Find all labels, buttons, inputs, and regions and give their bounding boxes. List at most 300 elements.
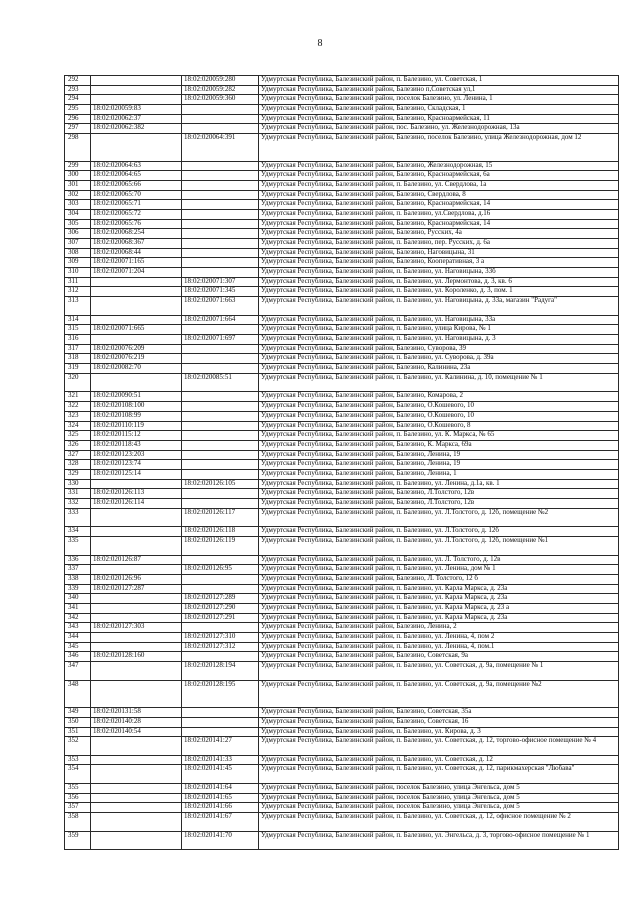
land-parcel-number-cell: 18:02:020110:119	[91, 421, 182, 431]
land-parcel-number-cell	[91, 297, 182, 316]
building-number-cell: 18:02:020059:360	[182, 95, 259, 105]
land-parcel-number-cell	[91, 536, 182, 555]
land-parcel-number-cell: 18:02:020062:37	[91, 114, 182, 124]
row-number-cell: 309	[65, 258, 91, 268]
land-parcel-number-cell	[91, 85, 182, 95]
row-number-cell: 308	[65, 248, 91, 258]
address-cell: Удмуртская Республика, Балезинский район, Балезино, Красноармейская, 14	[259, 200, 619, 210]
table-row	[65, 479, 619, 489]
land-parcel-number-cell: 18:02:020062:382	[91, 124, 182, 134]
address-cell: Удмуртская Республика, Балезинский район, Балезино, Свердлова, 8	[259, 190, 619, 200]
land-parcel-number-cell: 18:02:020123:74	[91, 460, 182, 470]
table-row	[65, 248, 619, 258]
table-row	[65, 105, 619, 115]
address-cell: Удмуртская Республика, Балезинский район, п. Балезино, ул. Л.Толстого, д. 12б, помещение №1	[259, 536, 619, 555]
land-parcel-number-cell: 18:02:020059:83	[91, 105, 182, 115]
land-parcel-number-cell	[91, 737, 182, 756]
table-row	[65, 594, 619, 604]
land-parcel-number-cell: 18:02:020064:65	[91, 171, 182, 181]
building-number-cell	[182, 584, 259, 594]
row-number-cell: 347	[65, 662, 91, 681]
land-parcel-number-cell	[91, 613, 182, 623]
building-number-cell: 18:02:020128:194	[182, 662, 259, 681]
table-row	[65, 190, 619, 200]
row-number-cell: 298	[65, 134, 91, 161]
building-number-cell	[182, 171, 259, 181]
address-cell: Удмуртская Республика, Балезинский район, п. Балезино, ул. Л.Толстого, д. 12б	[259, 527, 619, 537]
table-row	[65, 431, 619, 441]
land-parcel-number-cell	[91, 755, 182, 765]
building-number-cell	[182, 460, 259, 470]
address-cell: Удмуртская Республика, Балезинский район, Балезино, Советская, 9а	[259, 652, 619, 662]
row-number-cell: 356	[65, 793, 91, 803]
row-number-cell: 294	[65, 95, 91, 105]
row-number-cell: 333	[65, 508, 91, 527]
row-number-cell: 302	[65, 190, 91, 200]
building-number-cell: 18:02:020128:195	[182, 680, 259, 707]
row-number-cell: 342	[65, 613, 91, 623]
land-parcel-number-cell: 18:02:020065:72	[91, 209, 182, 219]
land-parcel-number-cell: 18:02:020126:113	[91, 489, 182, 499]
land-parcel-number-cell: 18:02:020065:70	[91, 190, 182, 200]
table-row	[65, 803, 619, 813]
row-number-cell: 320	[65, 373, 91, 392]
building-number-cell: 18:02:020127:312	[182, 642, 259, 652]
table-row	[65, 239, 619, 249]
row-number-cell: 293	[65, 85, 91, 95]
row-number-cell: 317	[65, 344, 91, 354]
land-parcel-number-cell	[91, 527, 182, 537]
land-parcel-number-cell: 18:02:020115:12	[91, 431, 182, 441]
table-row	[65, 344, 619, 354]
row-number-cell: 323	[65, 411, 91, 421]
address-cell: Удмуртская Республика, Балезинский район, Балезино, Складская, 1	[259, 105, 619, 115]
table-row	[65, 171, 619, 181]
row-number-cell: 337	[65, 565, 91, 575]
land-parcel-number-cell	[91, 803, 182, 813]
building-number-cell	[182, 364, 259, 374]
building-number-cell	[182, 114, 259, 124]
table-row	[65, 755, 619, 765]
table-row	[65, 527, 619, 537]
table-row	[65, 737, 619, 756]
table-row	[65, 831, 619, 850]
building-number-cell	[182, 708, 259, 718]
row-number-cell: 330	[65, 479, 91, 489]
address-cell: Удмуртская Республика, Балезинский район, п. Балезино, ул. Л. Толстого, д. 12в	[259, 555, 619, 565]
land-parcel-number-cell: 18:02:020071:165	[91, 258, 182, 268]
building-number-cell	[182, 717, 259, 727]
table-row	[65, 680, 619, 707]
table-row	[65, 536, 619, 555]
row-number-cell: 334	[65, 527, 91, 537]
building-number-cell: 18:02:020141:67	[182, 813, 259, 832]
row-number-cell: 339	[65, 584, 91, 594]
building-number-cell	[182, 354, 259, 364]
row-number-cell: 351	[65, 727, 91, 737]
row-number-cell: 304	[65, 209, 91, 219]
address-cell: Удмуртская Республика, Балезинский район, Балезино, Красноармейская, 11	[259, 114, 619, 124]
land-parcel-number-cell: 18:02:020076:219	[91, 354, 182, 364]
address-cell: Удмуртская Республика, Балезинский район, Балезино, Ленина, 1	[259, 469, 619, 479]
land-parcel-number-cell: 18:02:020068:44	[91, 248, 182, 258]
row-number-cell: 359	[65, 831, 91, 850]
address-cell: Удмуртская Республика, Балезинский район, поселок Балезино, улица Энгельса, дом 5	[259, 803, 619, 813]
address-cell: Удмуртская Республика, Балезинский район, п. Балезино, ул. Карла Маркса, д. 23а	[259, 594, 619, 604]
building-number-cell: 18:02:020059:282	[182, 85, 259, 95]
table-row	[65, 613, 619, 623]
building-number-cell: 18:02:020071:664	[182, 315, 259, 325]
land-parcel-number-cell: 18:02:020065:76	[91, 219, 182, 229]
table-row	[65, 652, 619, 662]
building-number-cell	[182, 450, 259, 460]
building-number-cell	[182, 469, 259, 479]
building-number-cell	[182, 105, 259, 115]
land-parcel-number-cell	[91, 95, 182, 105]
row-number-cell: 322	[65, 402, 91, 412]
row-number-cell: 310	[65, 268, 91, 278]
address-cell: Удмуртская Республика, Балезинский район, п. Балезино, ул.Свердлова, д.16	[259, 209, 619, 219]
table-row	[65, 76, 619, 86]
building-number-cell	[182, 190, 259, 200]
land-parcel-number-cell: 18:02:020123:203	[91, 450, 182, 460]
table-row	[65, 499, 619, 509]
building-number-cell	[182, 325, 259, 335]
land-parcel-number-cell	[91, 479, 182, 489]
table-row	[65, 813, 619, 832]
building-number-cell	[182, 555, 259, 565]
address-cell: Удмуртская Республика, Балезинский район, Балезино, Советская, 35а	[259, 708, 619, 718]
building-number-cell: 18:02:020127:289	[182, 594, 259, 604]
land-parcel-number-cell: 18:02:020125:14	[91, 469, 182, 479]
address-cell: Удмуртская Республика, Балезинский район, п. Балезино, ул. Наговицына, д. 33а, магазин "Радуга"	[259, 297, 619, 316]
row-number-cell: 307	[65, 239, 91, 249]
land-parcel-number-cell	[91, 508, 182, 527]
land-parcel-number-cell	[91, 765, 182, 784]
address-cell: Удмуртская Республика, Балезинский район, Балезино, Ленина, 2	[259, 623, 619, 633]
address-cell: Удмуртская Республика, Балезинский район, п. Балезино, ул. Калинина, д. 10, помещение № 1	[259, 373, 619, 392]
table-row	[65, 268, 619, 278]
row-number-cell: 329	[65, 469, 91, 479]
address-cell: Удмуртская Республика, Балезинский район, Балезино, Л.Толстого, 12в	[259, 489, 619, 499]
building-number-cell	[182, 219, 259, 229]
row-number-cell: 315	[65, 325, 91, 335]
address-cell: Удмуртская Республика, Балезинский район, Балезино, Красноармейская, 6а	[259, 171, 619, 181]
row-number-cell: 301	[65, 180, 91, 190]
building-number-cell	[182, 431, 259, 441]
building-number-cell	[182, 411, 259, 421]
land-parcel-number-cell: 18:02:020140:54	[91, 727, 182, 737]
land-parcel-number-cell	[91, 315, 182, 325]
building-number-cell: 18:02:020071:697	[182, 335, 259, 345]
land-parcel-number-cell: 18:02:020082:70	[91, 364, 182, 374]
row-number-cell: 331	[65, 489, 91, 499]
address-cell: Удмуртская Республика, Балезинский район, п. Балезино, ул. Карла Маркса, д. 23а	[259, 613, 619, 623]
cadastral-table	[64, 75, 619, 850]
address-cell: Удмуртская Республика, Балезинский район, п. Балезино, ул. Советская, д. 9а, помещение № 1	[259, 662, 619, 681]
table-row	[65, 604, 619, 614]
land-parcel-number-cell: 18:02:020064:63	[91, 161, 182, 171]
table-row	[65, 642, 619, 652]
row-number-cell: 346	[65, 652, 91, 662]
land-parcel-number-cell	[91, 831, 182, 850]
row-number-cell: 338	[65, 574, 91, 584]
land-parcel-number-cell	[91, 134, 182, 161]
building-number-cell: 18:02:020141:65	[182, 793, 259, 803]
address-cell: Удмуртская Республика, Балезинский район, поселок Балезино, улица Энгельса, дом 5	[259, 793, 619, 803]
address-cell: Удмуртская Республика, Балезинский район, п. Балезино, ул. Кирова, д. 3	[259, 727, 619, 737]
land-parcel-number-cell: 18:02:020065:71	[91, 200, 182, 210]
land-parcel-number-cell: 18:02:020128:160	[91, 652, 182, 662]
row-number-cell: 357	[65, 803, 91, 813]
land-parcel-number-cell: 18:02:020108:100	[91, 402, 182, 412]
address-cell: Удмуртская Республика, Балезинский район, Балезино, К. Маркса, 69а	[259, 440, 619, 450]
row-number-cell: 335	[65, 536, 91, 555]
building-number-cell: 18:02:020126:95	[182, 565, 259, 575]
row-number-cell: 343	[65, 623, 91, 633]
row-number-cell: 353	[65, 755, 91, 765]
building-number-cell: 18:02:020126:118	[182, 527, 259, 537]
address-cell: Удмуртская Республика, Балезинский район, п. Балезино, ул. Советская, д. 12, парикмахерская "Любава"	[259, 765, 619, 784]
address-cell: Удмуртская Республика, Балезинский район, п. Балезино, ул. Карла Маркса, д. 23 а	[259, 604, 619, 614]
row-number-cell: 326	[65, 440, 91, 450]
land-parcel-number-cell	[91, 373, 182, 392]
building-number-cell: 18:02:020141:27	[182, 737, 259, 756]
table-row	[65, 584, 619, 594]
address-cell: Удмуртская Республика, Балезинский район, п. Балезино, ул. Наговицына, 33б	[259, 268, 619, 278]
row-number-cell: 292	[65, 76, 91, 86]
land-parcel-number-cell: 18:02:020071:665	[91, 325, 182, 335]
land-parcel-number-cell	[91, 604, 182, 614]
row-number-cell: 295	[65, 105, 91, 115]
table-row	[65, 219, 619, 229]
address-cell: Удмуртская Республика, Балезинский район, п. Балезино, ул. Короленко, д. 3, пом. 1	[259, 287, 619, 297]
table-row	[65, 95, 619, 105]
address-cell: Удмуртская Республика, Балезинский район, Балезино, Ленина, 19	[259, 460, 619, 470]
building-number-cell: 18:02:020126:105	[182, 479, 259, 489]
table-row	[65, 440, 619, 450]
table-row	[65, 508, 619, 527]
address-cell: Удмуртская Республика, Балезинский район, п. Балезино, ул. Советская, д. 12	[259, 755, 619, 765]
row-number-cell: 336	[65, 555, 91, 565]
row-number-cell: 355	[65, 784, 91, 794]
address-cell: Удмуртская Республика, Балезинский район, п. Балезино, ул. К. Маркса, № 65	[259, 431, 619, 441]
table-row	[65, 574, 619, 584]
land-parcel-number-cell: 18:02:020126:114	[91, 499, 182, 509]
building-number-cell: 18:02:020064:391	[182, 134, 259, 161]
table-row	[65, 180, 619, 190]
row-number-cell: 303	[65, 200, 91, 210]
address-cell: Удмуртская Республика, Балезинский район, п. Балезино, ул. Ленина, 4, пом.1	[259, 642, 619, 652]
building-number-cell	[182, 124, 259, 134]
land-parcel-number-cell	[91, 642, 182, 652]
building-number-cell	[182, 229, 259, 239]
page-number: 8	[317, 38, 323, 49]
land-parcel-number-cell	[91, 335, 182, 345]
address-cell: Удмуртская Республика, Балезинский район, п. Балезино, ул. Ленина, дом № 1	[259, 565, 619, 575]
table-row	[65, 555, 619, 565]
address-cell: Удмуртская Республика, Балезинский район, Балезино, О.Кошевого, 10	[259, 411, 619, 421]
row-number-cell: 341	[65, 604, 91, 614]
address-cell: Удмуртская Республика, Балезинский район, Балезино, Наговицына, 31	[259, 248, 619, 258]
building-number-cell	[182, 268, 259, 278]
land-parcel-number-cell	[91, 680, 182, 707]
land-parcel-number-cell: 18:02:020127:303	[91, 623, 182, 633]
table-row	[65, 209, 619, 219]
table-row	[65, 717, 619, 727]
land-parcel-number-cell	[91, 565, 182, 575]
table-row	[65, 315, 619, 325]
address-cell: Удмуртская Республика, Балезинский район, п. Балезино, ул. Карла Маркса, д. 23а	[259, 584, 619, 594]
building-number-cell	[182, 489, 259, 499]
address-cell: Удмуртская Республика, Балезинский район, Балезино, Ленина, 19	[259, 450, 619, 460]
address-cell: Удмуртская Республика, Балезинский район, п. Балезино, ул. Советская, 1	[259, 76, 619, 86]
row-number-cell: 350	[65, 717, 91, 727]
building-number-cell	[182, 499, 259, 509]
address-cell: Удмуртская Республика, Балезинский район, Балезино, О.Кошевого, 10	[259, 402, 619, 412]
table-row	[65, 489, 619, 499]
table-row	[65, 633, 619, 643]
building-number-cell	[182, 161, 259, 171]
table-row	[65, 124, 619, 134]
building-number-cell: 18:02:020141:66	[182, 803, 259, 813]
land-parcel-number-cell	[91, 277, 182, 287]
table-row	[65, 325, 619, 335]
row-number-cell: 311	[65, 277, 91, 287]
row-number-cell: 340	[65, 594, 91, 604]
row-number-cell: 296	[65, 114, 91, 124]
table-row	[65, 200, 619, 210]
address-cell: Удмуртская Республика, Балезинский район, п. Балезино, ул. Наговицына, 33а	[259, 315, 619, 325]
table-row	[65, 727, 619, 737]
building-number-cell: 18:02:020127:291	[182, 613, 259, 623]
address-cell: Удмуртская Республика, Балезинский район, Балезино, Комарова, 2	[259, 392, 619, 402]
building-number-cell	[182, 239, 259, 249]
land-parcel-number-cell	[91, 76, 182, 86]
building-number-cell: 18:02:020059:280	[182, 76, 259, 86]
land-parcel-number-cell: 18:02:020140:28	[91, 717, 182, 727]
row-number-cell: 318	[65, 354, 91, 364]
address-cell: Удмуртская Республика, Балезинский район, Балезино, Железнодорожная, 15	[259, 161, 619, 171]
table-row	[65, 364, 619, 374]
table-row	[65, 708, 619, 718]
land-parcel-number-cell: 18:02:020065:66	[91, 180, 182, 190]
table-row	[65, 161, 619, 171]
address-cell: Удмуртская Республика, Балезинский район, п. Балезино, пер. Русских, д. 6а	[259, 239, 619, 249]
building-number-cell: 18:02:020071:663	[182, 297, 259, 316]
table-row	[65, 354, 619, 364]
address-cell: Удмуртская Республика, Балезинский район, Балезино, Советская, 16	[259, 717, 619, 727]
table-row	[65, 623, 619, 633]
address-cell: Удмуртская Республика, Балезинский район, п. Балезино, ул. Советская, д. 12, офисное помещение № 2	[259, 813, 619, 832]
address-cell: Удмуртская Республика, Балезинский район, п. Балезино, ул. Советская, д. 9а, помещение №2	[259, 680, 619, 707]
building-number-cell: 18:02:020071:345	[182, 287, 259, 297]
land-parcel-number-cell	[91, 813, 182, 832]
building-number-cell	[182, 200, 259, 210]
land-parcel-number-cell: 18:02:020127:287	[91, 584, 182, 594]
building-number-cell	[182, 209, 259, 219]
land-parcel-number-cell	[91, 633, 182, 643]
building-number-cell	[182, 652, 259, 662]
address-cell: Удмуртская Республика, Балезинский район, Балезино, Калинина, 23а	[259, 364, 619, 374]
land-parcel-number-cell: 18:02:020118:43	[91, 440, 182, 450]
building-number-cell	[182, 402, 259, 412]
row-number-cell: 321	[65, 392, 91, 402]
land-parcel-number-cell: 18:02:020090:51	[91, 392, 182, 402]
building-number-cell: 18:02:020085:51	[182, 373, 259, 392]
building-number-cell: 18:02:020141:70	[182, 831, 259, 850]
address-cell: Удмуртская Республика, Балезинский район, Балезино п,Советская ул,1	[259, 85, 619, 95]
building-number-cell: 18:02:020141:45	[182, 765, 259, 784]
table-row	[65, 793, 619, 803]
row-number-cell: 312	[65, 287, 91, 297]
table-row	[65, 402, 619, 412]
building-number-cell	[182, 248, 259, 258]
land-parcel-number-cell: 18:02:020126:87	[91, 555, 182, 565]
table-row	[65, 297, 619, 316]
table-row	[65, 335, 619, 345]
address-cell: Удмуртская Республика, Балезинский район, Балезино, О.Кошевого, 8	[259, 421, 619, 431]
row-number-cell: 300	[65, 171, 91, 181]
land-parcel-number-cell	[91, 784, 182, 794]
building-number-cell	[182, 574, 259, 584]
row-number-cell: 332	[65, 499, 91, 509]
address-cell: Удмуртская Республика, Балезинский район, п. Балезино, ул. Ленина, д.1а, кв. 1	[259, 479, 619, 489]
row-number-cell: 352	[65, 737, 91, 756]
building-number-cell: 18:02:020126:117	[182, 508, 259, 527]
address-cell: Удмуртская Республика, Балезинский район, Балезино, Суворова, 39	[259, 344, 619, 354]
building-number-cell	[182, 421, 259, 431]
table-row	[65, 662, 619, 681]
land-parcel-number-cell	[91, 594, 182, 604]
land-parcel-number-cell: 18:02:020126:96	[91, 574, 182, 584]
table-row	[65, 229, 619, 239]
table-row	[65, 134, 619, 161]
row-number-cell: 358	[65, 813, 91, 832]
row-number-cell: 349	[65, 708, 91, 718]
building-number-cell: 18:02:020126:119	[182, 536, 259, 555]
row-number-cell: 305	[65, 219, 91, 229]
building-number-cell: 18:02:020071:307	[182, 277, 259, 287]
land-parcel-number-cell: 18:02:020068:367	[91, 239, 182, 249]
building-number-cell: 18:02:020127:310	[182, 633, 259, 643]
row-number-cell: 319	[65, 364, 91, 374]
table-row	[65, 411, 619, 421]
row-number-cell: 327	[65, 450, 91, 460]
address-cell: Удмуртская Республика, Балезинский район, п. Балезино, ул. Лермонтова, д. 3, кв. 6	[259, 277, 619, 287]
address-cell: Удмуртская Республика, Балезинский район, Балезино, поселок Балезино, улица Железнодорожная, дом 12	[259, 134, 619, 161]
table-row	[65, 784, 619, 794]
address-cell: Удмуртская Республика, Балезинский район, п. Балезино, ул. Советская, д. 12, торгово-офисное помещение № 4	[259, 737, 619, 756]
table-row	[65, 258, 619, 268]
address-cell: Удмуртская Республика, Балезинский район, Балезино, Красноармейская, 14	[259, 219, 619, 229]
address-cell: Удмуртская Республика, Балезинский район, п. Балезино, ул. Суворова, д. 39а	[259, 354, 619, 364]
row-number-cell: 344	[65, 633, 91, 643]
row-number-cell: 313	[65, 297, 91, 316]
table-row	[65, 421, 619, 431]
address-cell: Удмуртская Республика, Балезинский район, поселок Балезино, ул. Ленина, 1	[259, 95, 619, 105]
table-row	[65, 114, 619, 124]
table-row	[65, 85, 619, 95]
building-number-cell	[182, 258, 259, 268]
row-number-cell: 306	[65, 229, 91, 239]
row-number-cell: 348	[65, 680, 91, 707]
address-cell: Удмуртская Республика, Балезинский район, п. Балезино, ул. Энгельса, д. 3, торгово-офисное помещение № 1	[259, 831, 619, 850]
building-number-cell	[182, 344, 259, 354]
table-row	[65, 565, 619, 575]
land-parcel-number-cell: 18:02:020068:254	[91, 229, 182, 239]
address-cell: Удмуртская Республика, Балезинский район, Балезино, Кооперативная, 3 а	[259, 258, 619, 268]
